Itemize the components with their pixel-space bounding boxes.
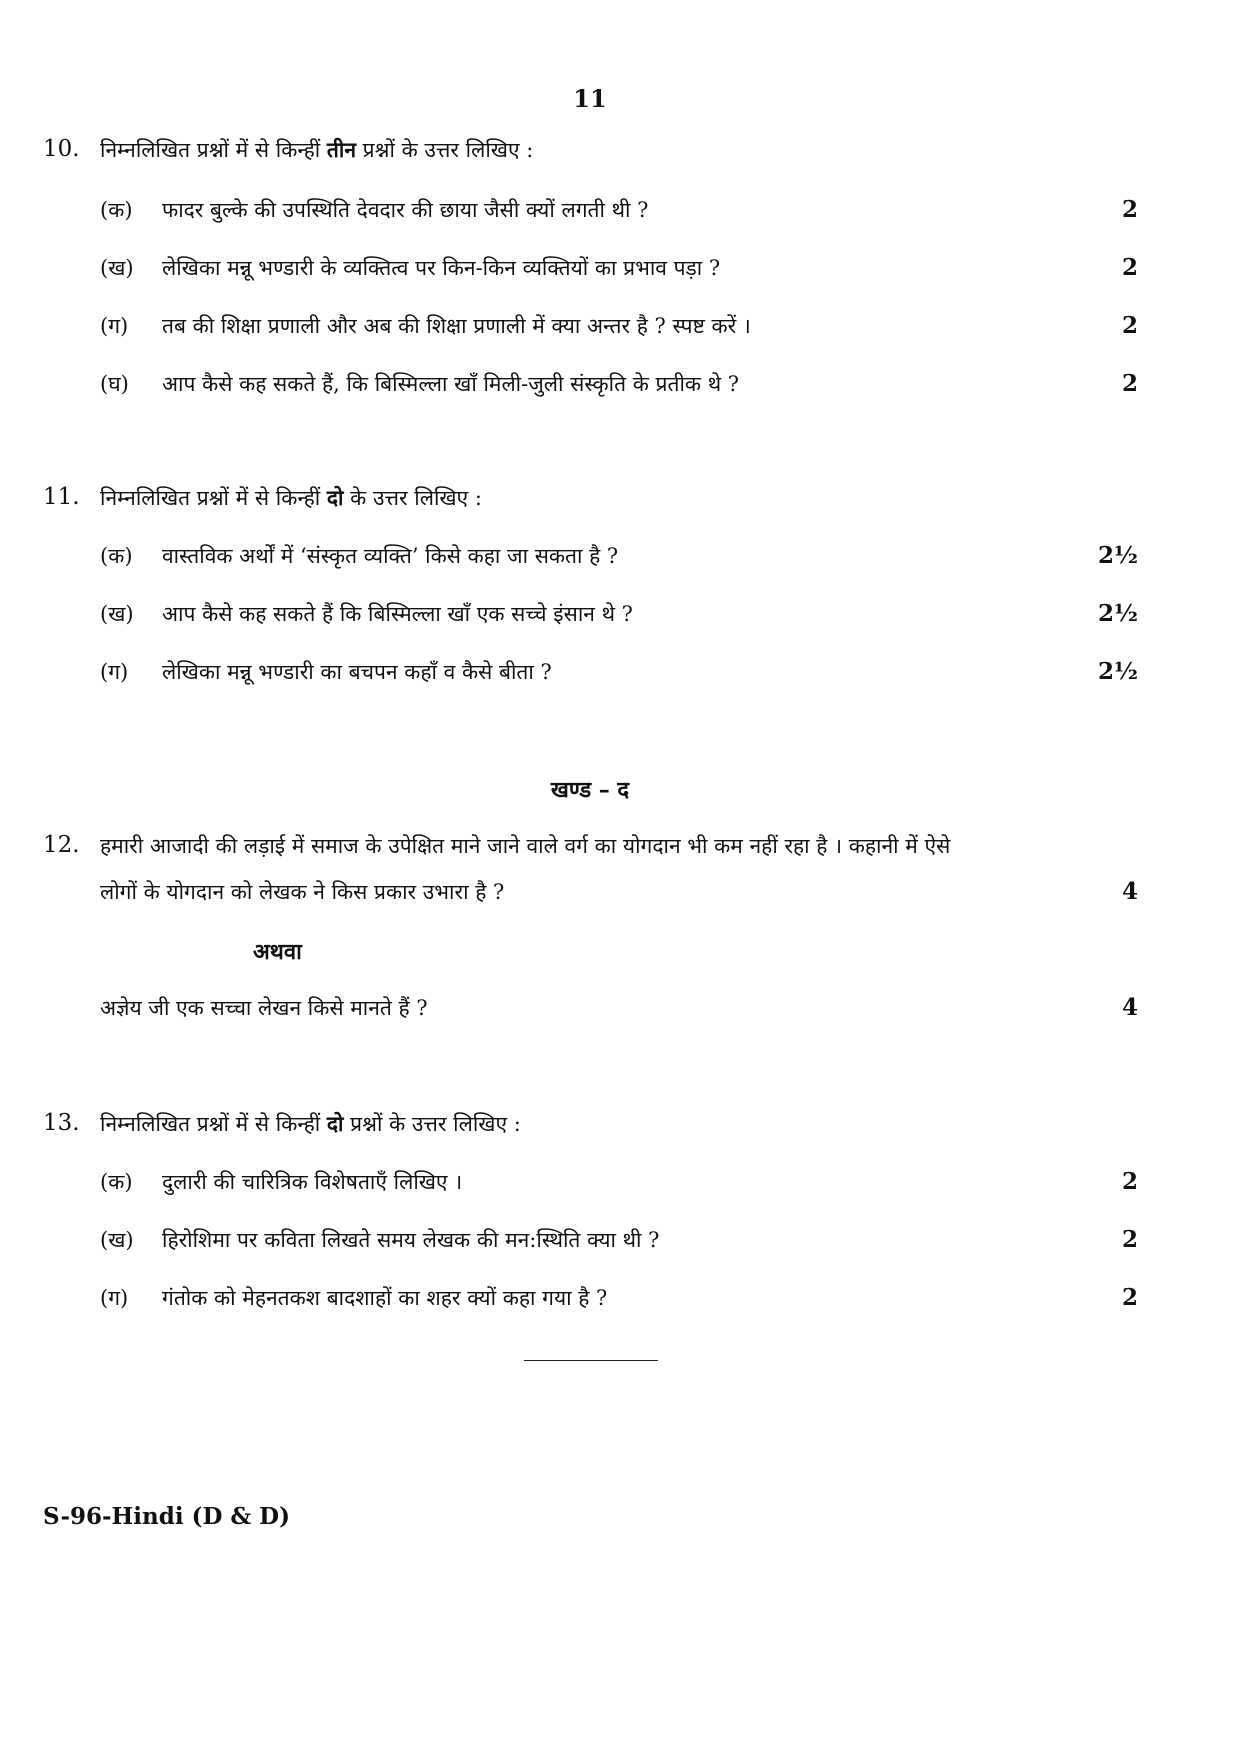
item-marks: 2: [1121, 254, 1138, 281]
item-label: (क): [100, 198, 133, 222]
question-text: निम्नलिखित प्रश्नों में से किन्हीं तीन प्रश्नों के उत्तर लिखिए :: [100, 137, 534, 162]
item-text: लेखिका मन्नू भण्डारी का बचपन कहाँ व कैसे बीता ?: [162, 660, 552, 684]
item-text: वास्तविक अर्थों में ‘संस्कृत व्यक्ति’ किसे कहा जा सकता है ?: [162, 544, 619, 568]
item-text: लेखिका मन्नू भण्डारी के व्यक्तित्व पर किन-किन व्यक्तियों का प्रभाव पड़ा ?: [162, 256, 721, 280]
question-marks: 4: [1121, 878, 1138, 905]
item-marks: 2: [1121, 1168, 1138, 1195]
item-marks: 2: [1121, 1226, 1138, 1253]
question-number: 12.: [43, 832, 80, 858]
end-rule: [524, 1360, 658, 1361]
question-number: 10.: [43, 136, 80, 162]
item-label: (ख): [100, 602, 134, 626]
item-text: फादर बुल्के की उपस्थिति देवदार की छाया जैसी क्यों लगती थी ?: [162, 198, 649, 222]
section-heading: खण्ड – द: [550, 777, 630, 803]
item-marks: 2: [1121, 370, 1138, 397]
item-label: (ख): [100, 1228, 134, 1252]
item-text: गंतोक को मेहनतकश बादशाहों का शहर क्यों कहा गया है ?: [162, 1286, 608, 1310]
question-number: 13.: [43, 1110, 80, 1136]
question-text-line1: हमारी आजादी की लड़ाई में समाज के उपेक्षित माने जाने वाले वर्ग का योगदान भी कम नहीं रहा है । कहानी में ऐसे: [100, 834, 951, 858]
item-marks: 2½: [1098, 600, 1138, 627]
item-marks: 2: [1121, 1284, 1138, 1311]
alternate-question-marks: 4: [1121, 994, 1138, 1021]
item-marks: 2½: [1098, 658, 1138, 685]
item-label: (क): [100, 1170, 133, 1194]
item-label: (क): [100, 544, 133, 568]
or-label: अथवा: [253, 939, 302, 965]
item-label: (घ): [100, 372, 129, 396]
item-label: (ग): [100, 314, 129, 338]
item-marks: 2½: [1098, 542, 1138, 569]
item-text: तब की शिक्षा प्रणाली और अब की शिक्षा प्रणाली में क्या अन्तर है ? स्पष्ट करें ।: [162, 314, 751, 338]
item-text: हिरोशिमा पर कविता लिखते समय लेखक की मन:स्थिति क्या थी ?: [162, 1228, 660, 1252]
page-number: 11: [573, 84, 607, 113]
footer-code: S-96-Hindi (D & D): [43, 1503, 291, 1530]
question-text: निम्नलिखित प्रश्नों में से किन्हीं दो प्रश्नों के उत्तर लिखिए :: [100, 1111, 521, 1136]
item-label: (ग): [100, 1286, 129, 1310]
item-text: दुलारी की चारित्रिक विशेषताएँ लिखिए ।: [162, 1170, 463, 1194]
item-label: (ग): [100, 660, 129, 684]
alternate-question-text: अज्ञेय जी एक सच्चा लेखन किसे मानते हैं ?: [100, 996, 428, 1020]
item-label: (ख): [100, 256, 134, 280]
item-marks: 2: [1121, 196, 1138, 223]
question-number: 11.: [43, 484, 80, 510]
item-text: आप कैसे कह सकते हैं, कि बिस्मिल्ला खाँ मिली-जुली संस्कृति के प्रतीक थे ?: [162, 372, 740, 396]
question-text-line2: लोगों के योगदान को लेखक ने किस प्रकार उभारा है ?: [100, 880, 505, 904]
item-marks: 2: [1121, 312, 1138, 339]
item-text: आप कैसे कह सकते हैं कि बिस्मिल्ला खाँ एक सच्चे इंसान थे ?: [162, 602, 633, 626]
question-text: निम्नलिखित प्रश्नों में से किन्हीं दो के उत्तर लिखिए :: [100, 485, 482, 510]
